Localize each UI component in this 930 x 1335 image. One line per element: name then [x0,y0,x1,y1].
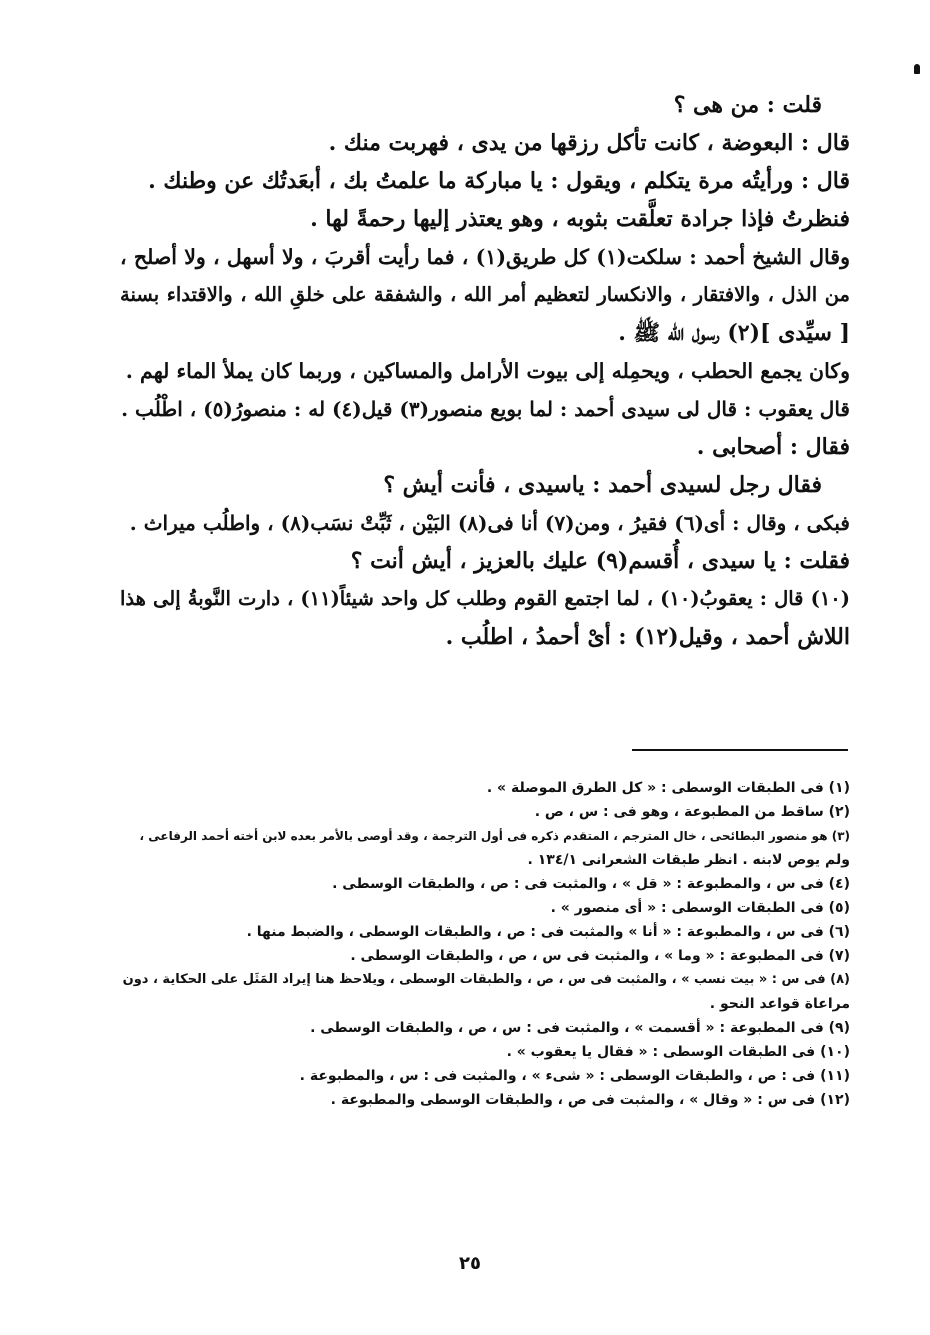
footnote-line: (٤) فى س ، والمطبوعة : « قل » ، والمثبت فى : ص ، والطبقات الوسطى . [332,876,850,892]
main-line: قال : البعوضة ، كانت تأكل رزقها من يدى ، فهربت منك . [328,130,850,156]
main-line: فبكى ، وقال : أى(٦) فقيرُ ، ومن(٧) أنا فى(٨) البَيْن ، ثَبِّتْ نسَب(٨) ، واطلُب ميراث . [129,511,850,535]
footnotes-block [120,776,850,1112]
footnote-separator [632,749,848,751]
page-corner-mark [914,64,920,74]
footnote-line: (٦) فى س ، والمطبوعة : « أنا » والمثبت فى : ص ، والطبقات الوسطى ، والضبط منها . [246,924,850,940]
footnote-line: (٥) فى الطبقات الوسطى : « أى منصور » . [550,900,850,916]
footnote-line: ولم يوص لابنه . انظر طبقات الشعرانى ١٣٤/١ . [527,852,850,868]
footnote-line: (٩) فى المطبوعة : « أقسمت » ، والمثبت فى : س ، ص ، والطبقات الوسطى . [310,1020,850,1036]
footnote-line: (١٢) فى س : « وقال » ، والمثبت فى ص ، والطبقات الوسطى والمطبوعة . [330,1092,850,1108]
main-line: فنظرتُ فإذا جرادة تعلَّقت بثوبه ، وهو يعتذر إليها رحمةً لها . [310,206,850,232]
main-line: فقلت : يا سيدى ، أُقسم(٩) عليك بالعزيز ، أيش أنت ؟ [350,548,850,574]
main-line: [ سيِّدى ](٢) رسول الله ﷺ . [618,320,850,346]
footnote-line: (٢) ساقط من المطبوعة ، وهو فى : س ، ص . [534,804,850,820]
main-line: وكان يجمع الحطب ، ويحمِله إلى بيوت الأرامل والمساكين ، وربما كان يملأ الماء لهم . [125,359,850,383]
main-line: فقال : أصحابى . [696,434,850,460]
main-line: قال : ورأيتُه مرة يتكلم ، ويقول : يا مباركة ما علمتُ بك ، أبعَدتُك عن وطنك . [148,168,850,194]
footnote-line: (١٠) فى الطبقات الوسطى : « فقال يا يعقوب » . [506,1044,850,1060]
main-line: قلت : من هى ؟ [673,92,822,118]
page-number: ٢٥ [459,1253,481,1274]
main-line: وقال الشيخ أحمد : سلكت(١) كل طريق(١) ، فما رأيت أقربَ ، ولا أسهل ، ولا أصلح ، [120,245,850,269]
main-line: اللاش أحمد ، وقيل(١٢) : أىْ أحمدُ ، اطلُب . [445,624,850,650]
main-line: قال يعقوب : قال لى سيدى أحمد : لما بويع منصور(٣) قيل(٤) له : منصورُ(٥) ، اطْلُب . [121,397,850,421]
footnote-line: مراعاة قواعد النحو . [709,996,850,1012]
main-line: فقال رجل لسيدى أحمد : ياسيدى ، فأنت أيش ؟ [383,472,822,498]
footnote-line: (٨) فى س : « بيت نسب » ، والمثبت فى س ، ص ، والطبقات الوسطى ، ويلاحظ هنا إيراد المَثَل على الحكاية ، دون [122,972,850,987]
footnote-line: (١١) فى : ص ، والطبقات الوسطى : « شىء » ، والمثبت فى : س ، والمطبوعة . [299,1068,850,1084]
main-line: (١٠) قال : يعقوبُ(١٠) ، لما اجتمع القوم وطلب كل واحد شيئاً(١١) ، دارت النَّوبةُ إلى هذا [120,587,851,610]
footnote-line: (٣) هو منصور البطائحى ، خال المترجم ، المتقدم ذكره فى أول الترجمة ، وقد أوصى بالأمر بعده لابن أخته أحمد الرفاعى ، [139,829,850,843]
footnote-line: (١) فى الطبقات الوسطى : « كل الطرق الموصلة » . [486,780,850,796]
main-text-block [120,86,850,656]
footnote-line: (٧) فى المطبوعة : « وما » ، والمثبت فى س ، ص ، والطبقات الوسطى . [350,948,850,964]
main-line: من الذل ، والافتقار ، والانكسار لتعظيم أمر الله ، والشفقة على خلقِ الله ، والاقتداء بسنة [120,283,850,306]
